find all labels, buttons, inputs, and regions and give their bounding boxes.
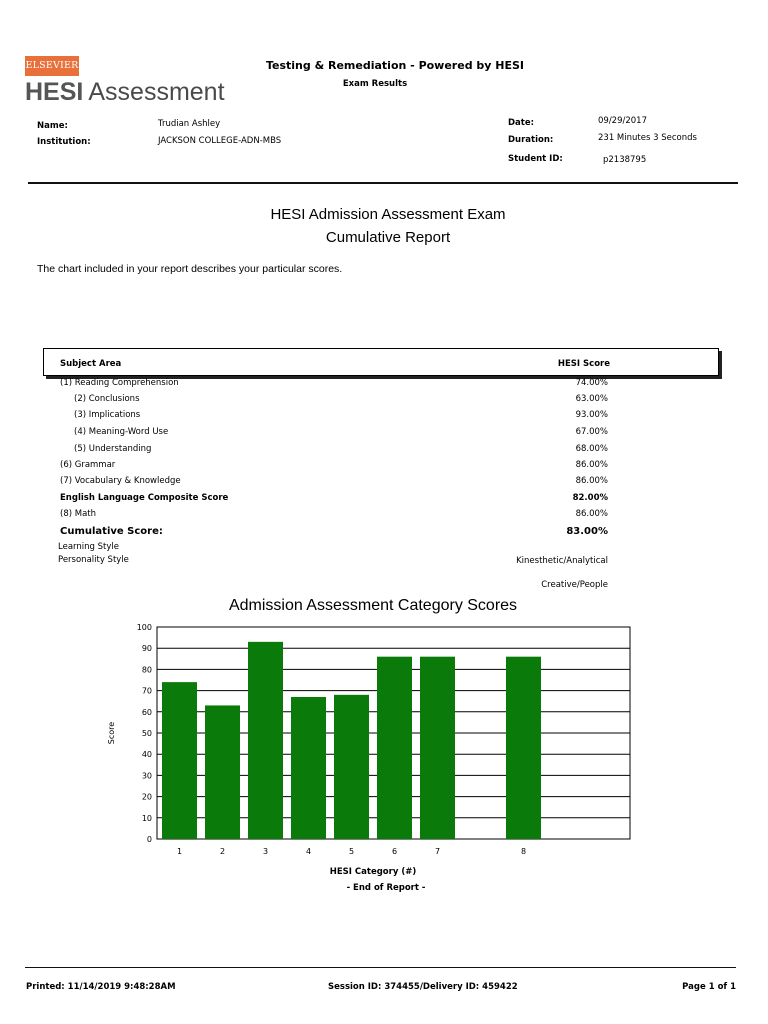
x-tick-label: 7: [434, 847, 441, 856]
printed-timestamp: Printed: 11/14/2019 9:48:28AM: [26, 982, 176, 992]
row-score: 67.00%: [575, 427, 608, 437]
header-divider: [28, 182, 738, 184]
score-table-header: [43, 348, 719, 376]
x-tick-label: 1: [176, 847, 183, 856]
y-tick-label: 30: [141, 771, 152, 781]
y-tick-label: 40: [141, 750, 152, 760]
row-label: (7) Vocabulary & Knowledge: [60, 476, 181, 486]
bar-category-8: [506, 657, 541, 839]
end-of-report: - End of Report -: [346, 883, 426, 893]
personality-style-label: Personality Style: [58, 555, 129, 565]
x-tick-label: 3: [262, 847, 269, 856]
y-tick-label: 60: [141, 707, 152, 717]
logo-assessment-text: Assessment: [88, 78, 225, 106]
header-title: Testing & Remediation - Powered by HESI: [265, 59, 525, 72]
bar-category-2: [205, 705, 240, 839]
y-axis-label: Score: [107, 721, 116, 745]
row-score: 83.00%: [566, 526, 608, 537]
learning-style-label: Learning Style: [58, 542, 119, 552]
row-label: (1) Reading Comprehension: [60, 378, 179, 388]
row-label: English Language Composite Score: [60, 493, 229, 503]
row-score: 82.00%: [572, 493, 608, 503]
elsevier-logo: ELSEVIER: [25, 56, 79, 76]
table-row: [60, 509, 608, 523]
y-tick-label: 50: [141, 729, 152, 738]
report-intro: The chart included in your report describes your particular scores.: [37, 263, 343, 275]
subject-area-header: Subject Area: [60, 359, 122, 369]
table-row: [60, 460, 608, 474]
row-label: (6) Grammar: [60, 460, 116, 470]
x-tick-label: 5: [348, 847, 355, 856]
bar-category-1: [162, 682, 197, 839]
learning-style-value: Kinesthetic/Analytical: [516, 556, 608, 566]
name-value: Trudian Ashley: [158, 119, 221, 129]
row-label: (8) Math: [60, 509, 97, 519]
student-id-label: Student ID:: [508, 154, 563, 164]
row-label: (2) Conclusions: [74, 394, 140, 404]
cumulative-score-row: [60, 526, 608, 540]
date-label: Date:: [508, 118, 535, 128]
report-title: HESI Admission Assessment Exam: [270, 206, 506, 223]
row-score: 86.00%: [575, 509, 608, 519]
student-id-value: p2138795: [603, 155, 647, 165]
y-tick-label: 70: [141, 686, 152, 696]
bar-category-7: [420, 657, 455, 839]
bar-chart: [100, 617, 640, 867]
report-subtitle: Cumulative Report: [325, 229, 451, 246]
table-row: [60, 410, 608, 424]
institution-label: Institution:: [37, 137, 91, 147]
row-label: (3) Implications: [74, 410, 141, 420]
row-score: 93.00%: [575, 410, 608, 420]
session-id: Session ID: 374455/Delivery ID: 459422: [328, 982, 518, 992]
y-tick-label: 90: [141, 644, 152, 654]
row-score: 86.00%: [575, 476, 608, 486]
header-subtitle: Exam Results: [342, 79, 408, 89]
bar-category-3: [248, 642, 283, 839]
row-score: 68.00%: [575, 444, 608, 454]
logo-hesi-text: HESI: [25, 78, 84, 106]
x-tick-label: 2: [219, 847, 226, 856]
personality-style-value: Creative/People: [541, 580, 608, 590]
y-tick-label: 80: [141, 665, 152, 675]
hesi-assessment-logo: [25, 77, 225, 107]
hesi-score-header: HESI Score: [557, 359, 610, 369]
y-tick-label: 100: [136, 623, 152, 632]
x-tick-label: 6: [391, 847, 398, 856]
y-tick-label: 10: [141, 813, 152, 823]
bar-category-4: [291, 697, 326, 839]
row-score: 74.00%: [575, 378, 608, 388]
institution-value: JACKSON COLLEGE-ADN-MBS: [158, 136, 282, 146]
chart-x-label: HESI Category (#): [329, 867, 417, 877]
row-score: 63.00%: [575, 394, 608, 404]
page-number: Page 1 of 1: [682, 982, 736, 992]
table-row: [60, 394, 608, 408]
table-row: [60, 476, 608, 490]
y-tick-label: 20: [141, 792, 152, 802]
duration-value: 231 Minutes 3 Seconds: [598, 133, 697, 143]
composite-score-row: [60, 493, 608, 507]
table-row: [60, 427, 608, 441]
table-row: [60, 378, 608, 392]
row-label: (5) Understanding: [74, 444, 152, 454]
duration-label: Duration:: [508, 135, 554, 145]
row-score: 86.00%: [575, 460, 608, 470]
name-label: Name:: [37, 121, 68, 131]
table-row: [60, 444, 608, 458]
bar-category-6: [377, 657, 412, 839]
row-label: (4) Meaning-Word Use: [74, 427, 169, 437]
date-value: 09/29/2017: [598, 116, 647, 126]
chart-title: Admission Assessment Category Scores: [228, 597, 518, 614]
y-tick-label: 0: [146, 835, 152, 844]
footer-divider: [25, 967, 736, 968]
bar-category-5: [334, 695, 369, 839]
x-tick-label: 4: [305, 847, 312, 856]
row-label: Cumulative Score:: [60, 526, 163, 537]
x-tick-label: 8: [520, 847, 527, 856]
